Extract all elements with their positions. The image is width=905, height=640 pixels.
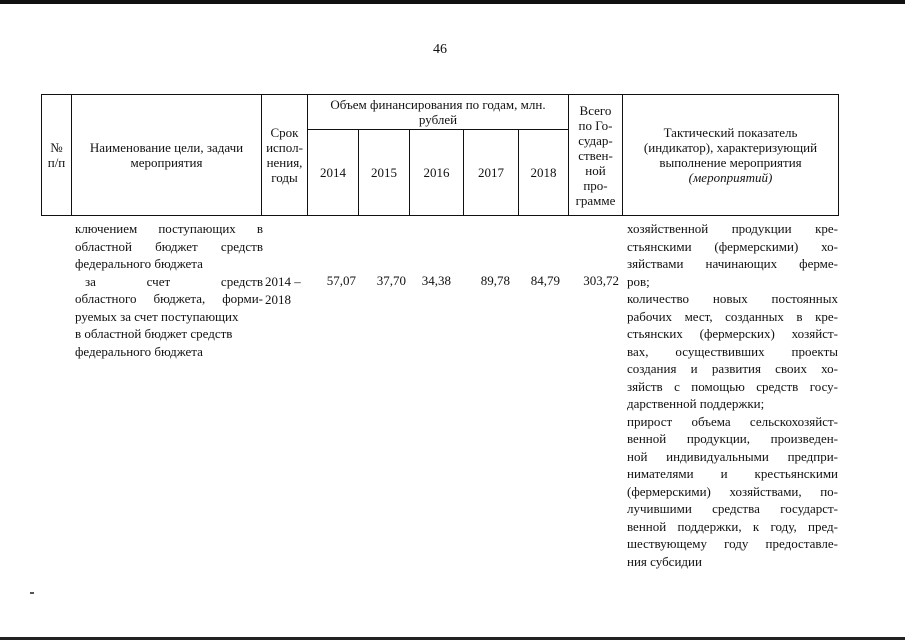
header-total: Всего по Го- судар- ствен- ной про- грамме (569, 94, 623, 216)
scan-mark (30, 592, 34, 594)
header-indicator-italic: (мероприятий) (688, 170, 773, 185)
indicator-line: ной индивидуальными предпри- (627, 448, 838, 464)
indicator-line: (фермерскими) хозяйствами, по- (627, 483, 838, 499)
header-number: № п/п (41, 94, 72, 216)
indicator-line: прирост объема сельскохозяйст- (627, 413, 838, 429)
value-2017: 89,78 (480, 273, 510, 288)
value-2015: 37,70 (376, 273, 406, 288)
header-year-2018: 2018 (519, 130, 569, 216)
indicator-line: ния субсидии (627, 553, 702, 569)
term-value: 2014 – 2018 (265, 274, 301, 307)
indicator-line: вах, осуществивших проекты (627, 343, 838, 359)
indicator-line: создания и развития своих хо- (627, 361, 838, 376)
header-funding-group: Объем финансирования по годам, млн. рублей (308, 94, 569, 130)
header-term: Срок испол- нения, годы (262, 94, 308, 216)
name-line: ключением поступающих в (75, 221, 263, 236)
name-line: руемых за счет поступающих (75, 308, 239, 324)
indicator-line: венной поддержки, к году, пред- (627, 518, 838, 534)
indicator-line: ров; (627, 273, 650, 289)
name-line: федерального бюджета (75, 343, 203, 359)
value-2018: 84,79 (530, 273, 560, 288)
header-year-2016: 2016 (410, 130, 464, 216)
name-line: областного бюджета, форми- (75, 291, 263, 306)
indicator-line: стьянских (фермерских) хозяйст- (627, 326, 838, 341)
name-line: в областной бюджет средств (75, 326, 233, 341)
indicator-line: нимателями и крестьянскими (627, 466, 838, 481)
top-edge-line (0, 0, 905, 4)
header-name: Наименование цели, задачи мероприятия (72, 94, 262, 216)
indicator-line: зяйствами начинающих ферме- (627, 256, 838, 271)
value-2016: 34,38 (421, 273, 451, 288)
header-year-2014: 2014 (308, 130, 359, 216)
indicator-cell (627, 220, 838, 570)
indicator-line: количество новых постоянных (627, 291, 838, 306)
indicator-line: венной продукции, произведен- (627, 431, 838, 446)
value-2014: 57,07 (326, 273, 356, 288)
name-line: областной бюджет средств (75, 238, 263, 254)
name-cell (75, 220, 263, 360)
indicator-line: лучившими средства государст- (627, 501, 838, 516)
page-number: 46 (433, 42, 447, 57)
indicator-line: шествующему году предоставле- (627, 536, 838, 551)
indicator-line: стьянскими (фермерскими) хо- (627, 238, 838, 254)
name-line: федерального бюджета (75, 256, 203, 271)
header-year-2015: 2015 (359, 130, 410, 216)
indicator-line: дарственной поддержки; (627, 396, 765, 411)
header-indicator (623, 94, 839, 216)
name-line: за счет средств (85, 273, 263, 289)
header-indicator-text: Тактический показатель (индикатор), характеризующий выполнение мероприятия (643, 125, 818, 170)
indicator-line: рабочих мест, созданных в кре- (627, 308, 838, 324)
indicator-line: хозяйственной продукции кре- (627, 221, 838, 236)
header-year-2017: 2017 (464, 130, 519, 216)
total-value: 303,72 (583, 273, 619, 288)
indicator-line: зяйств с помощью средств госу- (627, 378, 838, 394)
